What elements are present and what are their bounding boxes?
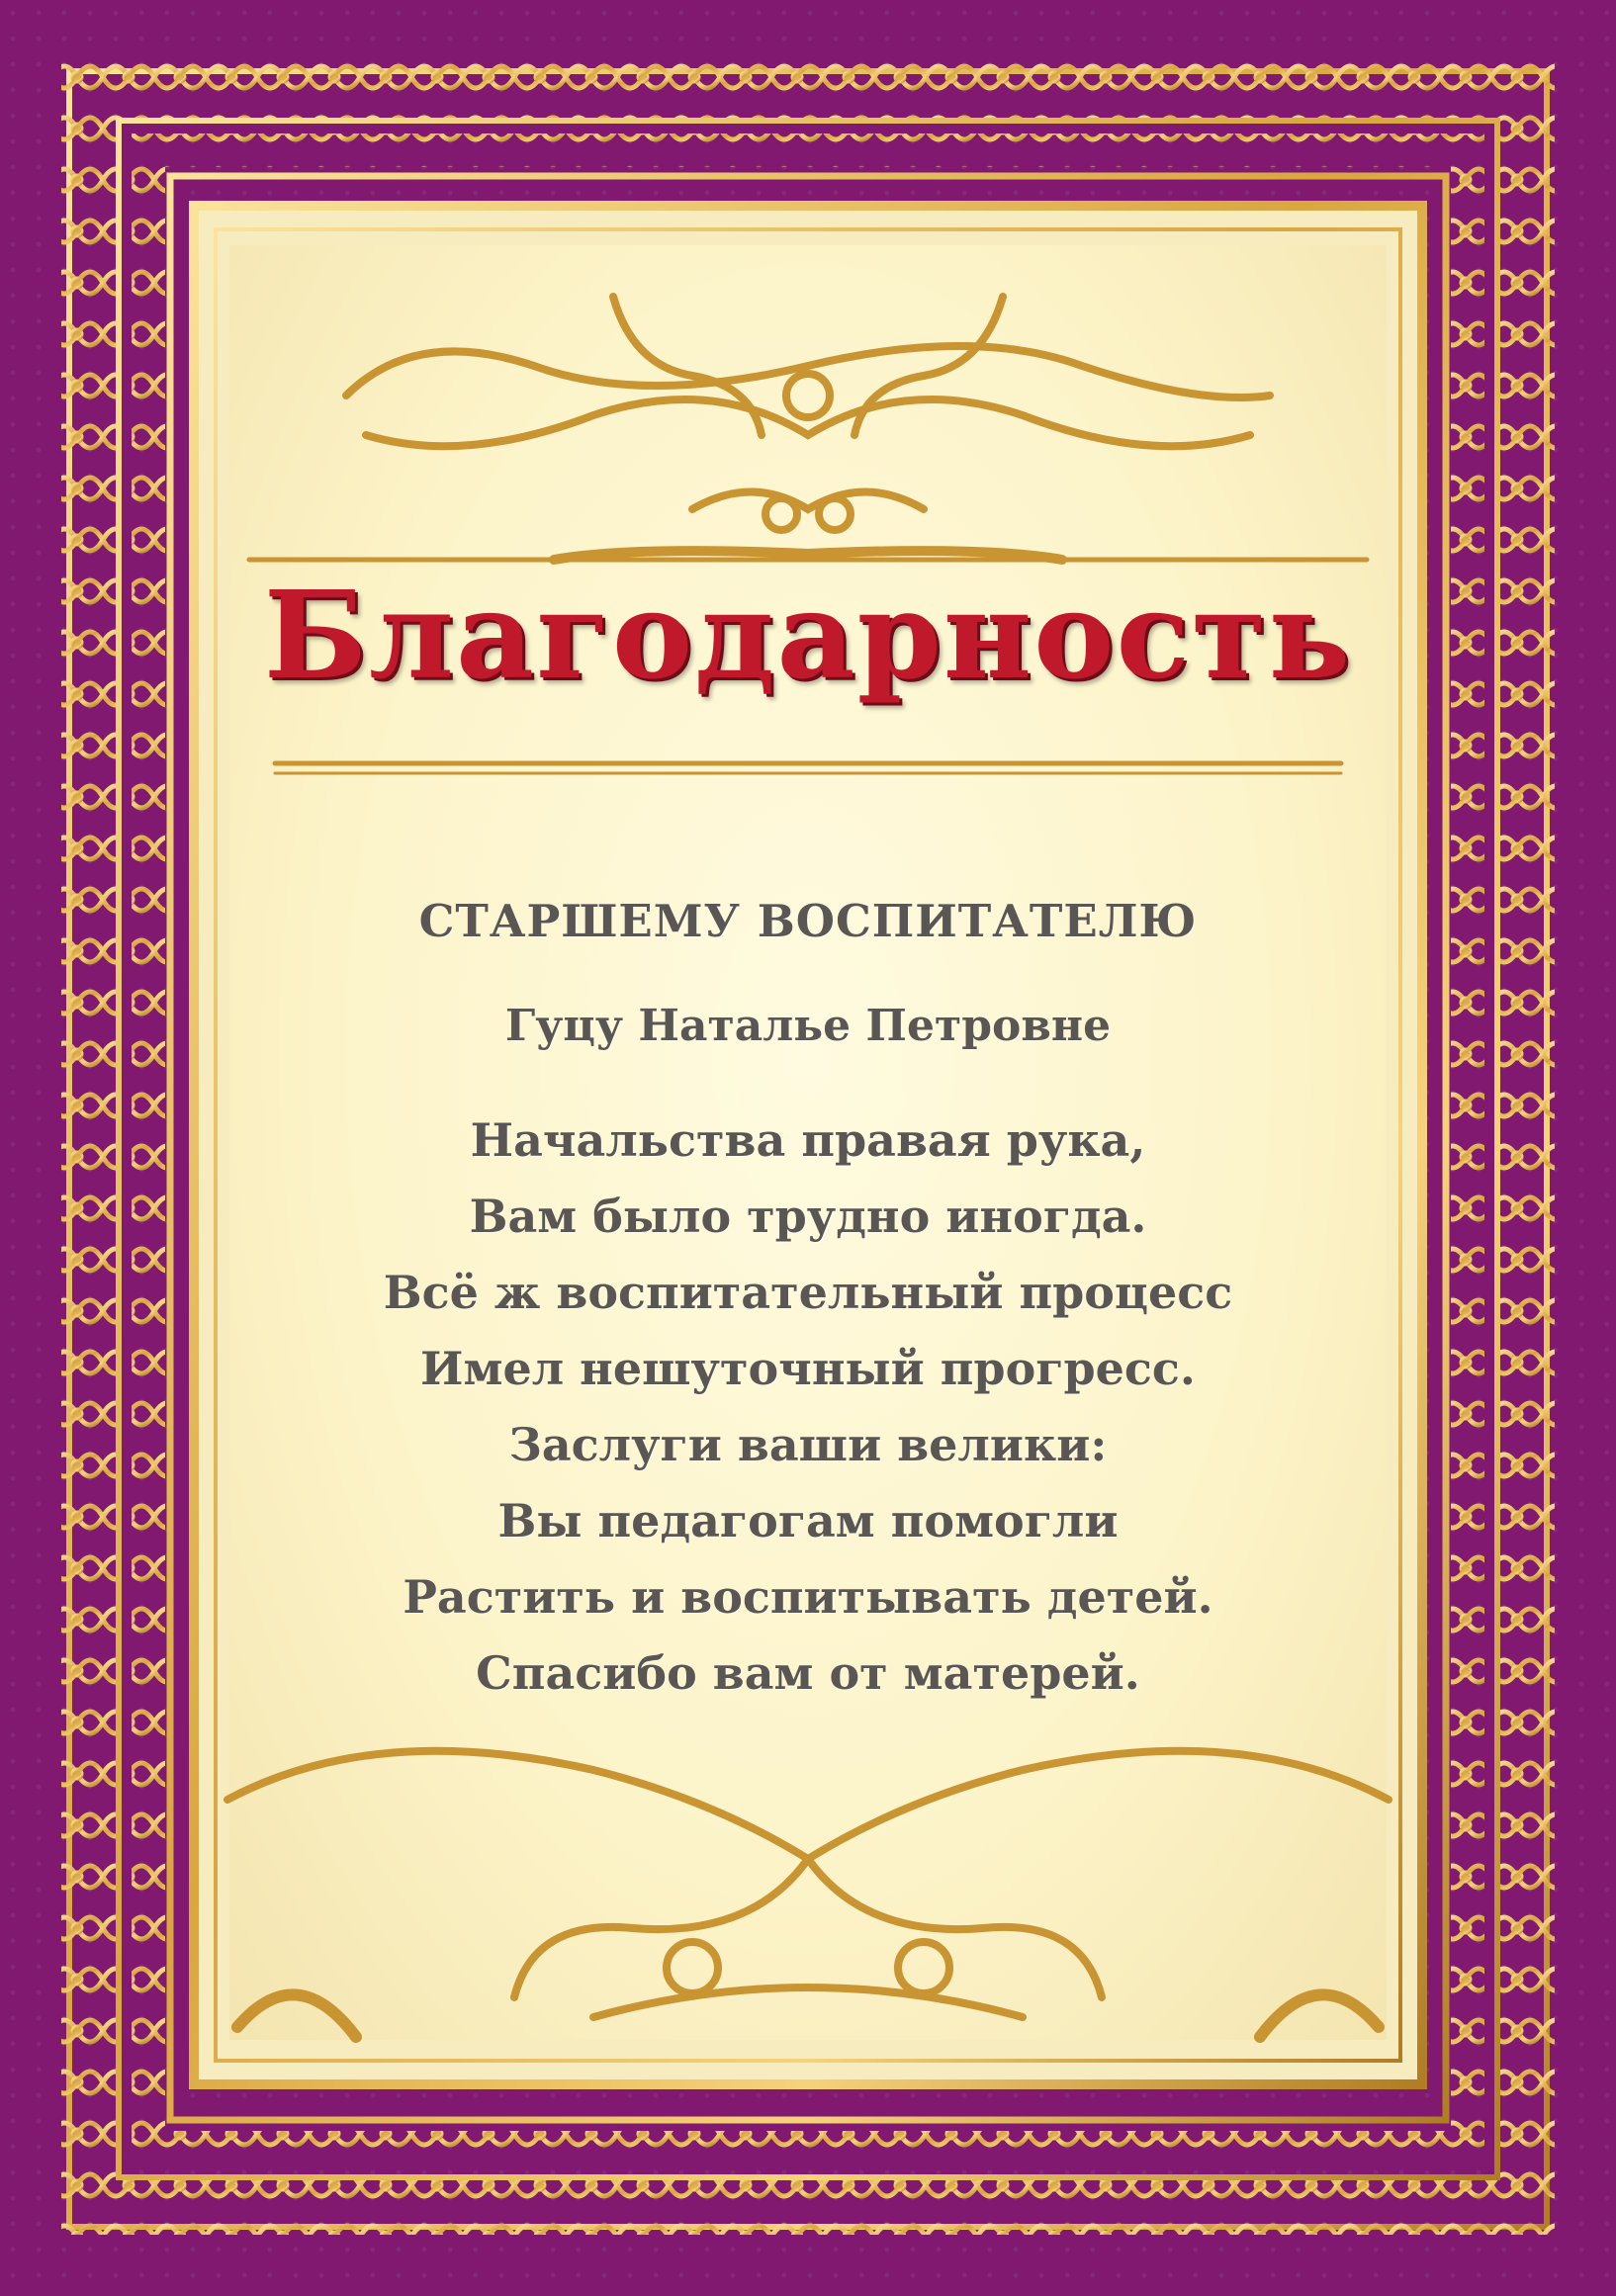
recipient-role: СТАРШЕМУ ВОСПИТАТЕЛЮ — [418, 895, 1198, 947]
verse-line: Спасибо вам от матерей. — [476, 1646, 1140, 1700]
verse-line: Заслуги ваши велики: — [508, 1418, 1108, 1471]
verse-line: Растить и воспитывать детей. — [403, 1570, 1213, 1624]
certificate-title: Благодарность — [263, 564, 1353, 706]
verse-line: Имел нешуточный прогресс. — [420, 1342, 1196, 1395]
verse-line: Вы педагогам помогли — [497, 1494, 1119, 1547]
verse-line: Вам было трудно иногда. — [469, 1190, 1147, 1243]
verse-line: Всё ж воспитательный процесс — [383, 1266, 1233, 1319]
verse-line: Начальства правая рука, — [470, 1113, 1146, 1167]
recipient-name: Гуцу Наталье Петровне — [504, 1001, 1112, 1051]
